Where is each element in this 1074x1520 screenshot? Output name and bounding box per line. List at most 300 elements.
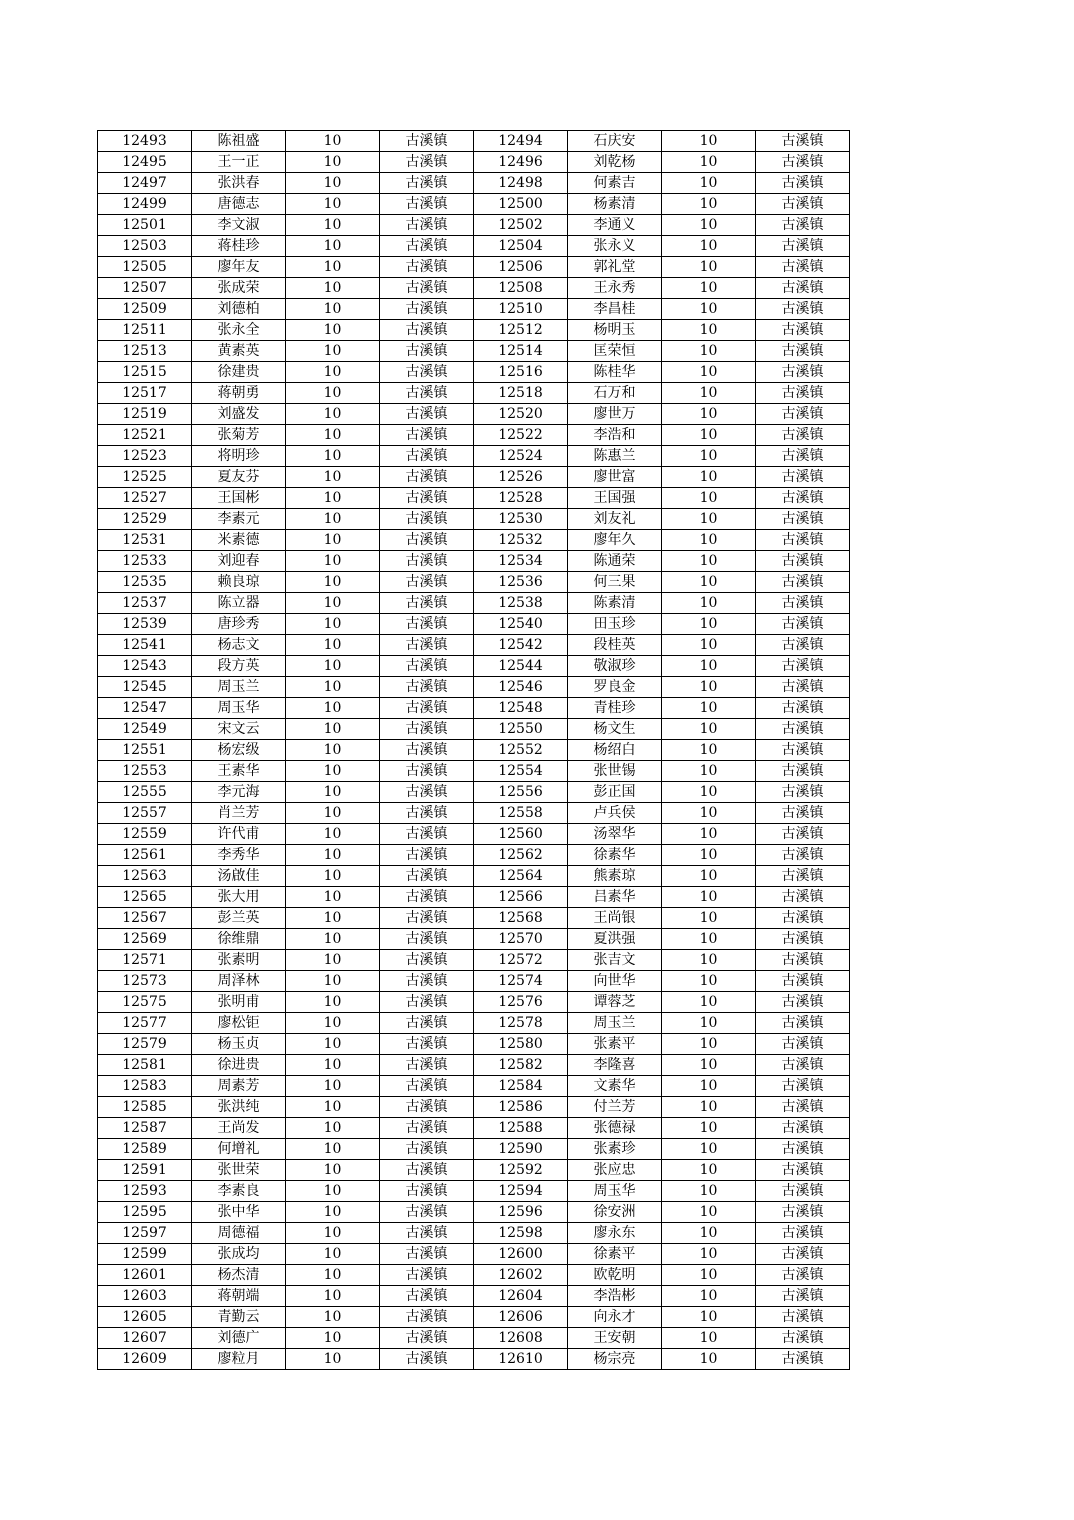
left-amount-cell: 10: [286, 341, 380, 362]
right-id-cell: 12526: [474, 467, 568, 488]
right-id-cell: 12604: [474, 1286, 568, 1307]
left-town-cell: 古溪镇: [380, 782, 474, 803]
right-town-cell: 古溪镇: [756, 257, 850, 278]
left-town-cell: 古溪镇: [380, 551, 474, 572]
right-town-cell: 古溪镇: [756, 593, 850, 614]
left-id-cell: 12507: [98, 278, 192, 299]
right-town-cell: 古溪镇: [756, 236, 850, 257]
left-amount-cell: 10: [286, 509, 380, 530]
right-amount-cell: 10: [662, 845, 756, 866]
right-id-cell: 12564: [474, 866, 568, 887]
right-town-cell: 古溪镇: [756, 1139, 850, 1160]
left-town-cell: 古溪镇: [380, 446, 474, 467]
right-name-cell: 石庆安: [568, 131, 662, 152]
right-amount-cell: 10: [662, 551, 756, 572]
left-name-cell: 廖年友: [192, 257, 286, 278]
right-amount-cell: 10: [662, 530, 756, 551]
left-town-cell: 古溪镇: [380, 1223, 474, 1244]
right-town-cell: 古溪镇: [756, 908, 850, 929]
left-name-cell: 刘德柏: [192, 299, 286, 320]
right-id-cell: 12502: [474, 215, 568, 236]
table-row: [98, 740, 850, 761]
right-id-cell: 12570: [474, 929, 568, 950]
left-id-cell: 12599: [98, 1244, 192, 1265]
right-id-cell: 12508: [474, 278, 568, 299]
right-id-cell: 12558: [474, 803, 568, 824]
left-id-cell: 12561: [98, 845, 192, 866]
right-name-cell: 吕素华: [568, 887, 662, 908]
right-id-cell: 12538: [474, 593, 568, 614]
right-amount-cell: 10: [662, 740, 756, 761]
left-id-cell: 12573: [98, 971, 192, 992]
right-name-cell: 向世华: [568, 971, 662, 992]
right-name-cell: 张素平: [568, 1034, 662, 1055]
left-name-cell: 黄素英: [192, 341, 286, 362]
left-name-cell: 蒋桂珍: [192, 236, 286, 257]
left-id-cell: 12577: [98, 1013, 192, 1034]
right-amount-cell: 10: [662, 404, 756, 425]
right-id-cell: 12568: [474, 908, 568, 929]
right-name-cell: 张德禄: [568, 1118, 662, 1139]
right-id-cell: 12520: [474, 404, 568, 425]
right-town-cell: 古溪镇: [756, 1349, 850, 1370]
right-town-cell: 古溪镇: [756, 992, 850, 1013]
right-id-cell: 12562: [474, 845, 568, 866]
right-amount-cell: 10: [662, 782, 756, 803]
right-amount-cell: 10: [662, 1307, 756, 1328]
right-name-cell: 张永义: [568, 236, 662, 257]
right-name-cell: 青桂珍: [568, 698, 662, 719]
right-amount-cell: 10: [662, 1076, 756, 1097]
left-name-cell: 青勤云: [192, 1307, 286, 1328]
left-name-cell: 段方英: [192, 656, 286, 677]
right-name-cell: 王国强: [568, 488, 662, 509]
right-town-cell: 古溪镇: [756, 530, 850, 551]
right-amount-cell: 10: [662, 131, 756, 152]
right-id-cell: 12498: [474, 173, 568, 194]
left-id-cell: 12505: [98, 257, 192, 278]
right-id-cell: 12596: [474, 1202, 568, 1223]
left-id-cell: 12571: [98, 950, 192, 971]
left-town-cell: 古溪镇: [380, 1244, 474, 1265]
right-name-cell: 杨绍白: [568, 740, 662, 761]
right-id-cell: 12494: [474, 131, 568, 152]
right-name-cell: 张吉文: [568, 950, 662, 971]
table-row: [98, 908, 850, 929]
left-town-cell: 古溪镇: [380, 320, 474, 341]
table-row: [98, 1013, 850, 1034]
right-amount-cell: 10: [662, 152, 756, 173]
left-id-cell: 12513: [98, 341, 192, 362]
right-town-cell: 古溪镇: [756, 1286, 850, 1307]
left-id-cell: 12501: [98, 215, 192, 236]
table-row: [98, 278, 850, 299]
right-name-cell: 廖世富: [568, 467, 662, 488]
right-town-cell: 古溪镇: [756, 1076, 850, 1097]
left-amount-cell: 10: [286, 614, 380, 635]
right-amount-cell: 10: [662, 236, 756, 257]
left-amount-cell: 10: [286, 992, 380, 1013]
left-id-cell: 12585: [98, 1097, 192, 1118]
table-row: [98, 257, 850, 278]
left-name-cell: 蒋朝勇: [192, 383, 286, 404]
right-name-cell: 石万和: [568, 383, 662, 404]
left-amount-cell: 10: [286, 929, 380, 950]
right-id-cell: 12560: [474, 824, 568, 845]
right-amount-cell: 10: [662, 1349, 756, 1370]
right-town-cell: 古溪镇: [756, 971, 850, 992]
table-row: [98, 698, 850, 719]
table-row: [98, 1223, 850, 1244]
right-amount-cell: 10: [662, 257, 756, 278]
right-town-cell: 古溪镇: [756, 887, 850, 908]
left-id-cell: 12583: [98, 1076, 192, 1097]
right-id-cell: 12580: [474, 1034, 568, 1055]
left-name-cell: 杨志文: [192, 635, 286, 656]
right-amount-cell: 10: [662, 593, 756, 614]
right-name-cell: 何素吉: [568, 173, 662, 194]
right-id-cell: 12542: [474, 635, 568, 656]
right-name-cell: 匡荣恒: [568, 341, 662, 362]
right-town-cell: 古溪镇: [756, 1055, 850, 1076]
left-name-cell: 蒋朝端: [192, 1286, 286, 1307]
left-name-cell: 王素华: [192, 761, 286, 782]
table-row: [98, 677, 850, 698]
left-name-cell: 唐珍秀: [192, 614, 286, 635]
right-town-cell: 古溪镇: [756, 1328, 850, 1349]
right-amount-cell: 10: [662, 971, 756, 992]
right-town-cell: 古溪镇: [756, 1097, 850, 1118]
right-name-cell: 向永才: [568, 1307, 662, 1328]
right-town-cell: 古溪镇: [756, 761, 850, 782]
right-amount-cell: 10: [662, 887, 756, 908]
right-id-cell: 12500: [474, 194, 568, 215]
right-id-cell: 12548: [474, 698, 568, 719]
left-town-cell: 古溪镇: [380, 278, 474, 299]
left-name-cell: 周泽林: [192, 971, 286, 992]
left-town-cell: 古溪镇: [380, 1202, 474, 1223]
left-name-cell: 刘迎春: [192, 551, 286, 572]
table-row: [98, 1181, 850, 1202]
left-amount-cell: 10: [286, 971, 380, 992]
right-name-cell: 徐安洲: [568, 1202, 662, 1223]
right-amount-cell: 10: [662, 446, 756, 467]
right-town-cell: 古溪镇: [756, 866, 850, 887]
left-town-cell: 古溪镇: [380, 383, 474, 404]
left-town-cell: 古溪镇: [380, 152, 474, 173]
left-town-cell: 古溪镇: [380, 866, 474, 887]
table-row: [98, 656, 850, 677]
right-amount-cell: 10: [662, 1118, 756, 1139]
right-town-cell: 古溪镇: [756, 1223, 850, 1244]
left-name-cell: 徐维鼎: [192, 929, 286, 950]
left-amount-cell: 10: [286, 152, 380, 173]
left-id-cell: 12541: [98, 635, 192, 656]
left-amount-cell: 10: [286, 824, 380, 845]
right-town-cell: 古溪镇: [756, 467, 850, 488]
right-name-cell: 欧乾明: [568, 1265, 662, 1286]
left-id-cell: 12581: [98, 1055, 192, 1076]
right-town-cell: 古溪镇: [756, 614, 850, 635]
right-id-cell: 12510: [474, 299, 568, 320]
right-name-cell: 郭礼堂: [568, 257, 662, 278]
left-town-cell: 古溪镇: [380, 887, 474, 908]
right-id-cell: 12534: [474, 551, 568, 572]
right-name-cell: 付兰芳: [568, 1097, 662, 1118]
left-id-cell: 12579: [98, 1034, 192, 1055]
table-row: [98, 194, 850, 215]
left-amount-cell: 10: [286, 362, 380, 383]
left-name-cell: 夏友芬: [192, 467, 286, 488]
left-amount-cell: 10: [286, 1244, 380, 1265]
left-town-cell: 古溪镇: [380, 299, 474, 320]
right-id-cell: 12544: [474, 656, 568, 677]
right-id-cell: 12504: [474, 236, 568, 257]
left-amount-cell: 10: [286, 446, 380, 467]
left-amount-cell: 10: [286, 1076, 380, 1097]
right-id-cell: 12524: [474, 446, 568, 467]
right-town-cell: 古溪镇: [756, 635, 850, 656]
left-id-cell: 12553: [98, 761, 192, 782]
right-name-cell: 李通义: [568, 215, 662, 236]
right-id-cell: 12566: [474, 887, 568, 908]
right-amount-cell: 10: [662, 929, 756, 950]
right-town-cell: 古溪镇: [756, 299, 850, 320]
left-id-cell: 12557: [98, 803, 192, 824]
right-amount-cell: 10: [662, 362, 756, 383]
left-town-cell: 古溪镇: [380, 803, 474, 824]
right-town-cell: 古溪镇: [756, 215, 850, 236]
right-id-cell: 12506: [474, 257, 568, 278]
right-id-cell: 12514: [474, 341, 568, 362]
left-id-cell: 12499: [98, 194, 192, 215]
left-id-cell: 12531: [98, 530, 192, 551]
table-row: [98, 1139, 850, 1160]
left-town-cell: 古溪镇: [380, 740, 474, 761]
right-name-cell: 李浩彬: [568, 1286, 662, 1307]
right-amount-cell: 10: [662, 908, 756, 929]
left-amount-cell: 10: [286, 257, 380, 278]
left-name-cell: 王一正: [192, 152, 286, 173]
right-amount-cell: 10: [662, 803, 756, 824]
right-amount-cell: 10: [662, 761, 756, 782]
left-name-cell: 王尚发: [192, 1118, 286, 1139]
table-row: [98, 1118, 850, 1139]
right-name-cell: 田玉珍: [568, 614, 662, 635]
table-row: [98, 1265, 850, 1286]
left-id-cell: 12555: [98, 782, 192, 803]
right-name-cell: 王永秀: [568, 278, 662, 299]
left-name-cell: 杨宏级: [192, 740, 286, 761]
table-row: [98, 509, 850, 530]
right-town-cell: 古溪镇: [756, 719, 850, 740]
table-row: [98, 866, 850, 887]
left-town-cell: 古溪镇: [380, 971, 474, 992]
left-id-cell: 12539: [98, 614, 192, 635]
left-name-cell: 张世荣: [192, 1160, 286, 1181]
right-town-cell: 古溪镇: [756, 824, 850, 845]
right-id-cell: 12584: [474, 1076, 568, 1097]
left-amount-cell: 10: [286, 593, 380, 614]
left-town-cell: 古溪镇: [380, 1013, 474, 1034]
left-town-cell: 古溪镇: [380, 950, 474, 971]
left-town-cell: 古溪镇: [380, 845, 474, 866]
left-amount-cell: 10: [286, 488, 380, 509]
left-name-cell: 宋文云: [192, 719, 286, 740]
right-id-cell: 12606: [474, 1307, 568, 1328]
left-id-cell: 12575: [98, 992, 192, 1013]
table-row: [98, 320, 850, 341]
table-row: [98, 614, 850, 635]
right-town-cell: 古溪镇: [756, 278, 850, 299]
left-id-cell: 12509: [98, 299, 192, 320]
left-name-cell: 廖松钜: [192, 1013, 286, 1034]
left-name-cell: 张成荣: [192, 278, 286, 299]
left-town-cell: 古溪镇: [380, 1349, 474, 1370]
right-amount-cell: 10: [662, 194, 756, 215]
table-row: [98, 782, 850, 803]
table-row: [98, 530, 850, 551]
left-amount-cell: 10: [286, 1097, 380, 1118]
right-name-cell: 李昌桂: [568, 299, 662, 320]
left-name-cell: 米素德: [192, 530, 286, 551]
right-name-cell: 刘友礼: [568, 509, 662, 530]
left-id-cell: 12547: [98, 698, 192, 719]
left-id-cell: 12521: [98, 425, 192, 446]
table-row: [98, 992, 850, 1013]
right-id-cell: 12610: [474, 1349, 568, 1370]
right-amount-cell: 10: [662, 173, 756, 194]
right-town-cell: 古溪镇: [756, 551, 850, 572]
right-amount-cell: 10: [662, 950, 756, 971]
right-amount-cell: 10: [662, 572, 756, 593]
left-town-cell: 古溪镇: [380, 1286, 474, 1307]
right-name-cell: 杨宗亮: [568, 1349, 662, 1370]
table-row: [98, 1076, 850, 1097]
right-id-cell: 12516: [474, 362, 568, 383]
table-row: [98, 299, 850, 320]
right-name-cell: 熊素琼: [568, 866, 662, 887]
left-id-cell: 12515: [98, 362, 192, 383]
table-row: [98, 1160, 850, 1181]
right-id-cell: 12550: [474, 719, 568, 740]
right-name-cell: 王尚银: [568, 908, 662, 929]
left-name-cell: 肖兰芳: [192, 803, 286, 824]
table-row: [98, 572, 850, 593]
right-town-cell: 古溪镇: [756, 698, 850, 719]
left-name-cell: 徐进贵: [192, 1055, 286, 1076]
right-id-cell: 12556: [474, 782, 568, 803]
left-town-cell: 古溪镇: [380, 992, 474, 1013]
left-amount-cell: 10: [286, 887, 380, 908]
left-id-cell: 12551: [98, 740, 192, 761]
table-row: [98, 1097, 850, 1118]
left-id-cell: 12525: [98, 467, 192, 488]
left-amount-cell: 10: [286, 1013, 380, 1034]
left-town-cell: 古溪镇: [380, 1328, 474, 1349]
right-amount-cell: 10: [662, 719, 756, 740]
right-amount-cell: 10: [662, 383, 756, 404]
table-row: [98, 971, 850, 992]
left-id-cell: 12503: [98, 236, 192, 257]
left-name-cell: 许代甫: [192, 824, 286, 845]
right-town-cell: 古溪镇: [756, 1265, 850, 1286]
left-town-cell: 古溪镇: [380, 131, 474, 152]
left-id-cell: 12549: [98, 719, 192, 740]
left-town-cell: 古溪镇: [380, 1097, 474, 1118]
left-town-cell: 古溪镇: [380, 404, 474, 425]
right-name-cell: 段桂英: [568, 635, 662, 656]
right-name-cell: 王安朝: [568, 1328, 662, 1349]
left-id-cell: 12597: [98, 1223, 192, 1244]
left-name-cell: 周德福: [192, 1223, 286, 1244]
right-town-cell: 古溪镇: [756, 152, 850, 173]
left-amount-cell: 10: [286, 131, 380, 152]
right-town-cell: 古溪镇: [756, 1181, 850, 1202]
right-amount-cell: 10: [662, 1055, 756, 1076]
left-id-cell: 12603: [98, 1286, 192, 1307]
right-amount-cell: 10: [662, 1181, 756, 1202]
left-name-cell: 周玉华: [192, 698, 286, 719]
right-name-cell: 杨素清: [568, 194, 662, 215]
left-id-cell: 12565: [98, 887, 192, 908]
left-id-cell: 12563: [98, 866, 192, 887]
table-row: [98, 131, 850, 152]
left-name-cell: 张大用: [192, 887, 286, 908]
right-amount-cell: 10: [662, 215, 756, 236]
right-name-cell: 徐素华: [568, 845, 662, 866]
left-name-cell: 张成均: [192, 1244, 286, 1265]
table-row: [98, 1307, 850, 1328]
left-town-cell: 古溪镇: [380, 677, 474, 698]
left-amount-cell: 10: [286, 782, 380, 803]
left-amount-cell: 10: [286, 530, 380, 551]
table-row: [98, 467, 850, 488]
left-id-cell: 12601: [98, 1265, 192, 1286]
right-name-cell: 廖永东: [568, 1223, 662, 1244]
right-amount-cell: 10: [662, 1139, 756, 1160]
left-amount-cell: 10: [286, 761, 380, 782]
table-row: [98, 236, 850, 257]
left-amount-cell: 10: [286, 698, 380, 719]
right-town-cell: 古溪镇: [756, 1160, 850, 1181]
left-town-cell: 古溪镇: [380, 509, 474, 530]
left-id-cell: 12527: [98, 488, 192, 509]
right-town-cell: 古溪镇: [756, 803, 850, 824]
right-town-cell: 古溪镇: [756, 572, 850, 593]
left-name-cell: 杨杰清: [192, 1265, 286, 1286]
table-row: [98, 950, 850, 971]
left-amount-cell: 10: [286, 1349, 380, 1370]
left-amount-cell: 10: [286, 1286, 380, 1307]
left-name-cell: 陈立器: [192, 593, 286, 614]
right-amount-cell: 10: [662, 320, 756, 341]
table-row: [98, 1328, 850, 1349]
right-amount-cell: 10: [662, 278, 756, 299]
left-town-cell: 古溪镇: [380, 1118, 474, 1139]
right-town-cell: 古溪镇: [756, 1118, 850, 1139]
left-name-cell: 李元海: [192, 782, 286, 803]
left-id-cell: 12529: [98, 509, 192, 530]
table-row: [98, 446, 850, 467]
right-town-cell: 古溪镇: [756, 1013, 850, 1034]
left-id-cell: 12533: [98, 551, 192, 572]
right-town-cell: 古溪镇: [756, 782, 850, 803]
right-name-cell: 刘乾杨: [568, 152, 662, 173]
right-name-cell: 卢兵侯: [568, 803, 662, 824]
right-id-cell: 12574: [474, 971, 568, 992]
right-name-cell: 谭蓉芝: [568, 992, 662, 1013]
